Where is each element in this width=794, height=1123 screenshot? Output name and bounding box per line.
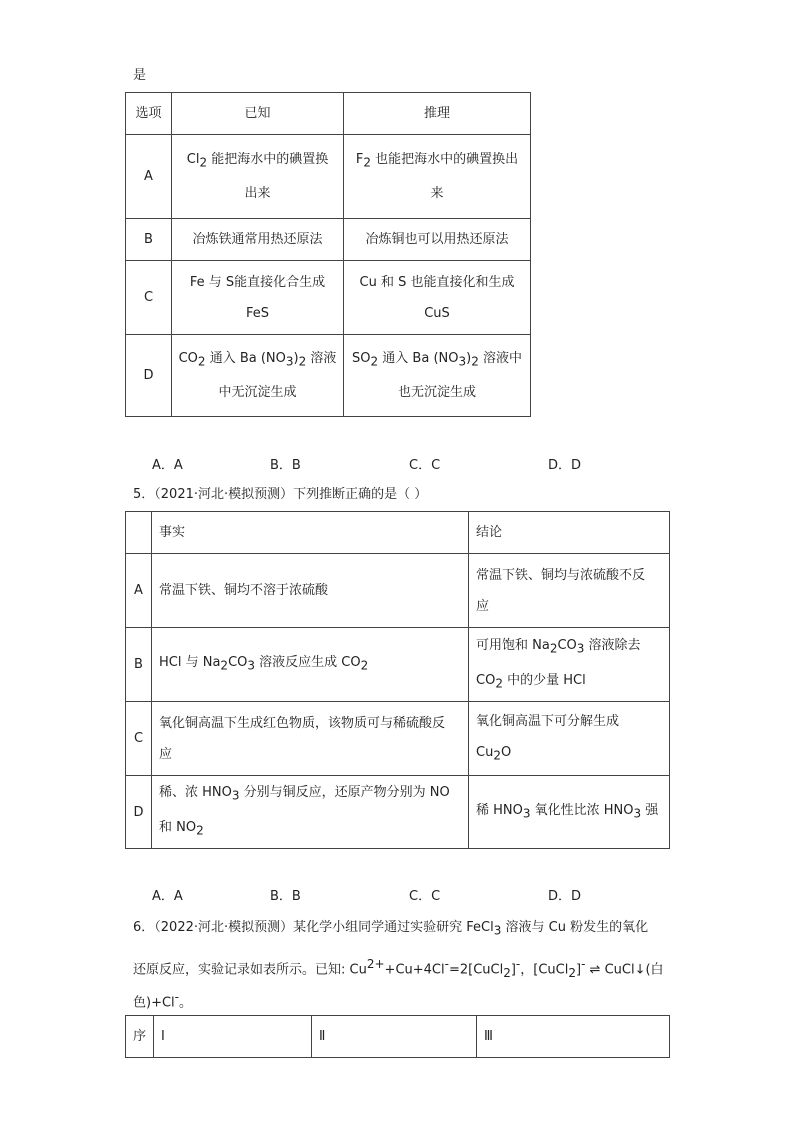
inference-cell: 冶炼铜也可以用热还原法: [344, 219, 531, 261]
question4-options: [152, 454, 612, 474]
question-stem-tail: 是: [133, 68, 147, 83]
table-row: [126, 776, 670, 849]
fact-line1: 氧化铜高温下生成红色物质，该物质可与稀硫酸反: [159, 715, 446, 731]
fact-line2: 应: [159, 746, 173, 762]
option-c[interactable]: C．C: [409, 458, 441, 473]
fact-cell: [152, 776, 469, 849]
known-cell: [172, 335, 344, 417]
inference-line2: 也无沉淀生成: [397, 385, 476, 401]
header-experiment-1: Ⅰ: [154, 1016, 312, 1058]
conclusion-cell: [469, 628, 670, 702]
header-option: 选项: [126, 93, 172, 135]
table-row: [126, 219, 531, 261]
question6-table: [125, 1015, 670, 1058]
option-b[interactable]: B．B: [270, 458, 301, 473]
table-header-row: [126, 93, 531, 135]
conclusion-line2: $Cu_2O$: [476, 744, 512, 763]
fact-cell: 常温下铁、铜均不溶于浓硫酸: [152, 554, 469, 628]
inference-line2: 来: [430, 186, 444, 202]
row-option: C: [126, 261, 172, 335]
question4-table: [125, 92, 531, 417]
question6-line3: 色)+Cl-。: [133, 990, 193, 1011]
question5-options: [152, 885, 612, 905]
known-line1: $CO_2$ 通入 Ba $(NO_3)_2$ 溶液: [178, 350, 337, 369]
header-fact: 事实: [152, 512, 469, 554]
row-option: B: [126, 219, 172, 261]
conclusion-line1: 氧化铜高温下可分解生成: [476, 713, 620, 729]
question5-table: [125, 511, 670, 849]
table-header-row: [126, 1016, 670, 1058]
fact-cell: HCl 与 $Na_2CO_3$ 溶液反应生成 $CO_2$: [152, 628, 469, 702]
question5-stem: 5．（2021·河北·模拟预测）下列推断正确的是（ ）: [133, 487, 428, 502]
inference-cell: [344, 335, 531, 417]
inference-line1: $SO_2$ 通入 Ba $(NO_3)_2$ 溶液中: [352, 350, 522, 369]
conclusion-line2: 应: [476, 598, 490, 614]
option-d[interactable]: D．D: [548, 458, 582, 473]
row-option: A: [126, 135, 172, 219]
row-option: D: [126, 776, 152, 849]
table-row: [126, 702, 670, 776]
header-index: 序: [126, 1016, 154, 1058]
table-row: [126, 335, 531, 417]
row-option: D: [126, 335, 172, 417]
header-experiment-3: Ⅲ: [477, 1016, 670, 1058]
table-row: [126, 554, 670, 628]
header-conclusion: 结论: [469, 512, 670, 554]
question6-line2: 还原反应，实验记录如表所示。已知: $Cu^{2+}+Cu+4Cl^-=2[CuCl_2]^-$，[CuCl$_2$]- ⇌ CuCl↓(白: [133, 957, 664, 980]
option-c[interactable]: C．C: [409, 889, 441, 904]
inference-line1: $F_2$ 也能把海水中的碘置换出: [355, 151, 519, 170]
conclusion-cell: [469, 702, 670, 776]
known-line1: Fe 与 S能直接化合生成: [189, 274, 326, 290]
table-row: [126, 628, 670, 702]
option-b[interactable]: B．B: [270, 889, 301, 904]
known-line2: 出来: [244, 186, 271, 202]
header-blank: [126, 512, 152, 554]
option-a[interactable]: A．A: [152, 458, 183, 473]
inference-line2: CuS: [424, 305, 450, 321]
header-known: 已知: [172, 93, 344, 135]
conclusion-line2: $CO_2$ 中的少量 HCl: [476, 672, 586, 691]
row-option: B: [126, 628, 152, 702]
known-line2: 中无沉淀生成: [218, 385, 297, 401]
known-cell: 冶炼铁通常用热还原法: [172, 219, 344, 261]
inference-cell: [344, 135, 531, 219]
header-experiment-2: Ⅱ: [312, 1016, 477, 1058]
known-line2: FeS: [245, 305, 270, 321]
known-cell: [172, 135, 344, 219]
row-option: C: [126, 702, 152, 776]
table-row: [126, 261, 531, 335]
header-inference: 推理: [344, 93, 531, 135]
fact-line2: 和 $NO_2$: [159, 820, 204, 838]
fact-cell: [152, 702, 469, 776]
known-cell: [172, 261, 344, 335]
conclusion-line1: 常温下铁、铜均与浓硫酸不反: [476, 567, 646, 583]
conclusion-cell: [469, 554, 670, 628]
option-a[interactable]: A．A: [152, 889, 183, 904]
inference-line1: Cu 和 S 也能直接化和生成: [359, 274, 515, 290]
known-line1: $Cl_2$ 能把海水中的碘置换: [186, 151, 329, 170]
equilibrium-arrow-icon: ⇌: [585, 962, 605, 978]
row-option: A: [126, 554, 152, 628]
conclusion-line1: 可用饱和 $Na_2CO_3$ 溶液除去: [476, 637, 641, 656]
option-d[interactable]: D．D: [548, 889, 582, 904]
inference-cell: [344, 261, 531, 335]
conclusion-cell: 稀 $HNO_3$ 氧化性比浓 $HNO_3$ 强: [469, 776, 670, 849]
question6-line1: 6．（2022·河北·模拟预测）某化学小组同学通过实验研究 FeCl$_3$ 溶液与 Cu 粉发生的氧化: [133, 920, 649, 938]
fact-line1: 稀、浓 $HNO_3$ 分别与铜反应，还原产物分别为 NO: [159, 785, 450, 803]
table-header-row: [126, 512, 670, 554]
table-row: [126, 135, 531, 219]
